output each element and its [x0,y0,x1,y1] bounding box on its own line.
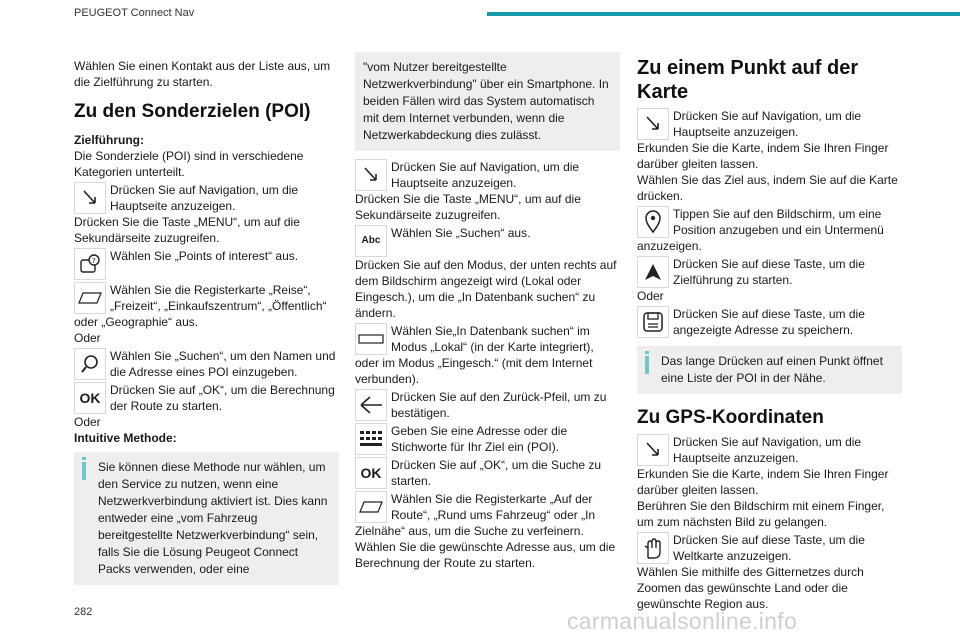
step-ok: OK Drücken Sie auf „OK“, um die Suche zu starten. [355,457,620,489]
step-back: Drücken Sie auf den Zurück-Pfeil, um zu bestätigen. [355,389,620,421]
column-2 [355,52,620,571]
paragraph: Wählen Sie die gewünschte Adresse aus, um die Berechnung der Route zu starten. [355,540,616,570]
oder-text: Oder [637,289,664,303]
section-heading-map-point: Zu einem Punkt auf der Karte [637,57,859,103]
section-heading-poi: Zu den Sonderzielen (POI) [74,101,311,122]
hand-icon [637,532,669,564]
step-navigation: Drücken Sie auf Navigation, um die Hauptseite anzuzeigen. [74,182,339,214]
navigation-icon [74,182,106,214]
step-tab-route: Wählen Sie die Registerkarte „Auf der Route“, „Rund ums Fahrzeug“ oder „In Zielnähe“ aus, um die Suche zu verfeinern. [355,492,596,538]
section-heading-gps: Zu GPS-Koordinaten [637,407,824,428]
paragraph: Drücken Sie die Taste „MENU“, um auf die Sekundärseite zuzugreifen. [74,215,300,245]
step-keyboard: Geben Sie eine Adresse oder die Stichworte für Ihr Ziel ein (POI). [355,423,620,455]
oder-text: Oder [74,331,101,345]
keyboard-icon [355,423,387,455]
page-number: 282 [74,606,93,618]
paragraph: Berühren Sie den Bildschirm mit einem Finger, um zum nächsten Bild zu gelangen. [637,499,885,529]
step-save: Drücken Sie auf diese Taste, um die angezeigte Adresse zu speichern. [637,306,902,338]
step-search-abc: Abc Wählen Sie „Suchen“ aus. [355,225,620,257]
step-tab: Wählen Sie die Registerkarte „Reise“, „Freizeit“, „Einkaufszentrum“, „Öffentlich“ oder „Geographie“ aus. [74,283,327,329]
save-icon [637,306,669,338]
ok-icon: OK [74,382,106,414]
paragraph: Die Sonderziele (POI) sind in verschiedene Kategorien unterteilt. [74,149,304,179]
subheading-guidance: Zielführung: [74,133,144,147]
info-note: Das lange Drücken auf einen Punkt öffnet eine Liste der POI in der Nähe. [637,346,902,394]
oder-text: Oder [74,415,101,429]
step-world-map: Drücken Sie auf diese Taste, um die Weltkarte anzuzeigen. [637,532,902,564]
step-pin: Tippen Sie auf den Bildschirm, um eine Position anzugeben und ein Untermenü anzuzeigen. [637,207,884,253]
step-guidance: Drücken Sie auf diese Taste, um die Zielführung zu starten. [637,256,902,288]
intro-text: Wählen Sie einen Kontakt aus der Liste aus, um die Zielführung zu starten. [74,59,331,89]
tab-icon [355,491,387,523]
text-field-icon [355,323,387,355]
back-arrow-icon [355,389,387,421]
column-1 [74,58,339,585]
step-ok: OK Drücken Sie auf „OK“, um die Berechnung der Route zu starten. [74,382,339,414]
paragraph: Wählen Sie das Ziel aus, indem Sie auf die Karte drücken. [637,173,898,203]
info-note: Sie können diese Methode nur wählen, um den Service zu nutzen, wenn eine Netzwerkverbindung aktiviert ist. Dies kann entweder eine „vom Fahrzeug bereitgestellte Netzwerkverbindung“ sein, falls Sie die Lösung Peugeot Connect Packs verwenden, oder eine [74,452,339,585]
running-header: PEUGEOT Connect Nav [74,7,195,19]
subheading-intuitive: Intuitive Methode: [74,431,177,445]
search-icon [74,348,106,380]
paragraph: Erkunden Sie die Karte, indem Sie Ihren Finger darüber gleiten lassen. [637,141,889,171]
map-pin-icon [637,206,669,238]
step-navigation: Drücken Sie auf Navigation, um die Hauptseite anzuzeigen. [355,159,620,191]
step-poi: ? Wählen Sie „Points of interest“ aus. [74,248,339,280]
info-icon [82,457,86,460]
watermark: carmanualsonline.info [567,608,798,634]
header-accent-bar [487,12,960,16]
paragraph: Erkunden Sie die Karte, indem Sie Ihren Finger darüber gleiten lassen. [637,467,889,497]
ok-icon: OK [355,457,387,489]
step-search: Wählen Sie „Suchen“, um den Namen und die Adresse eines POI einzugeben. [74,348,339,380]
tab-icon [74,282,106,314]
step-navigation: Drücken Sie auf Navigation, um die Hauptseite anzuzeigen. [637,108,902,140]
info-note-continued: "vom Nutzer bereitgestellte Netzwerkverbindung" über ein Smartphone. In beiden Fällen wird das System automatisch mit dem Internet verbunden, wenn die Netzwerkabdeckung dies zulässt. [355,52,620,151]
step-navigation: Drücken Sie auf Navigation, um die Hauptseite anzuzeigen. [637,434,902,466]
guidance-arrow-icon [637,256,669,288]
navigation-icon [637,108,669,140]
paragraph: Drücken Sie die Taste „MENU“, um auf die Sekundärseite zuzugreifen. [355,192,581,222]
step-database: Wählen Sie„In Datenbank suchen“ im Modus „Lokal“ (in der Karte integriert), oder im Modus „Eingesch.“ (mit dem Internet verbunden). [355,324,594,386]
abc-search-icon: Abc [355,225,387,257]
poi-help-icon [74,248,106,280]
paragraph: Drücken Sie auf den Modus, der unten rechts auf dem Bildschirm angezeigt wird (Lokal oder Eingesch.), um die „In Datenbank suchen“ zu ändern. [355,258,617,320]
column-3 [637,52,902,612]
info-icon [645,351,649,354]
navigation-icon [637,434,669,466]
paragraph: Wählen Sie mithilfe des Gitternetzes durch Zoomen das gewünschte Land oder die gewünschte Region aus. [637,565,864,611]
navigation-icon [355,159,387,191]
svg-text:?: ? [92,257,96,265]
